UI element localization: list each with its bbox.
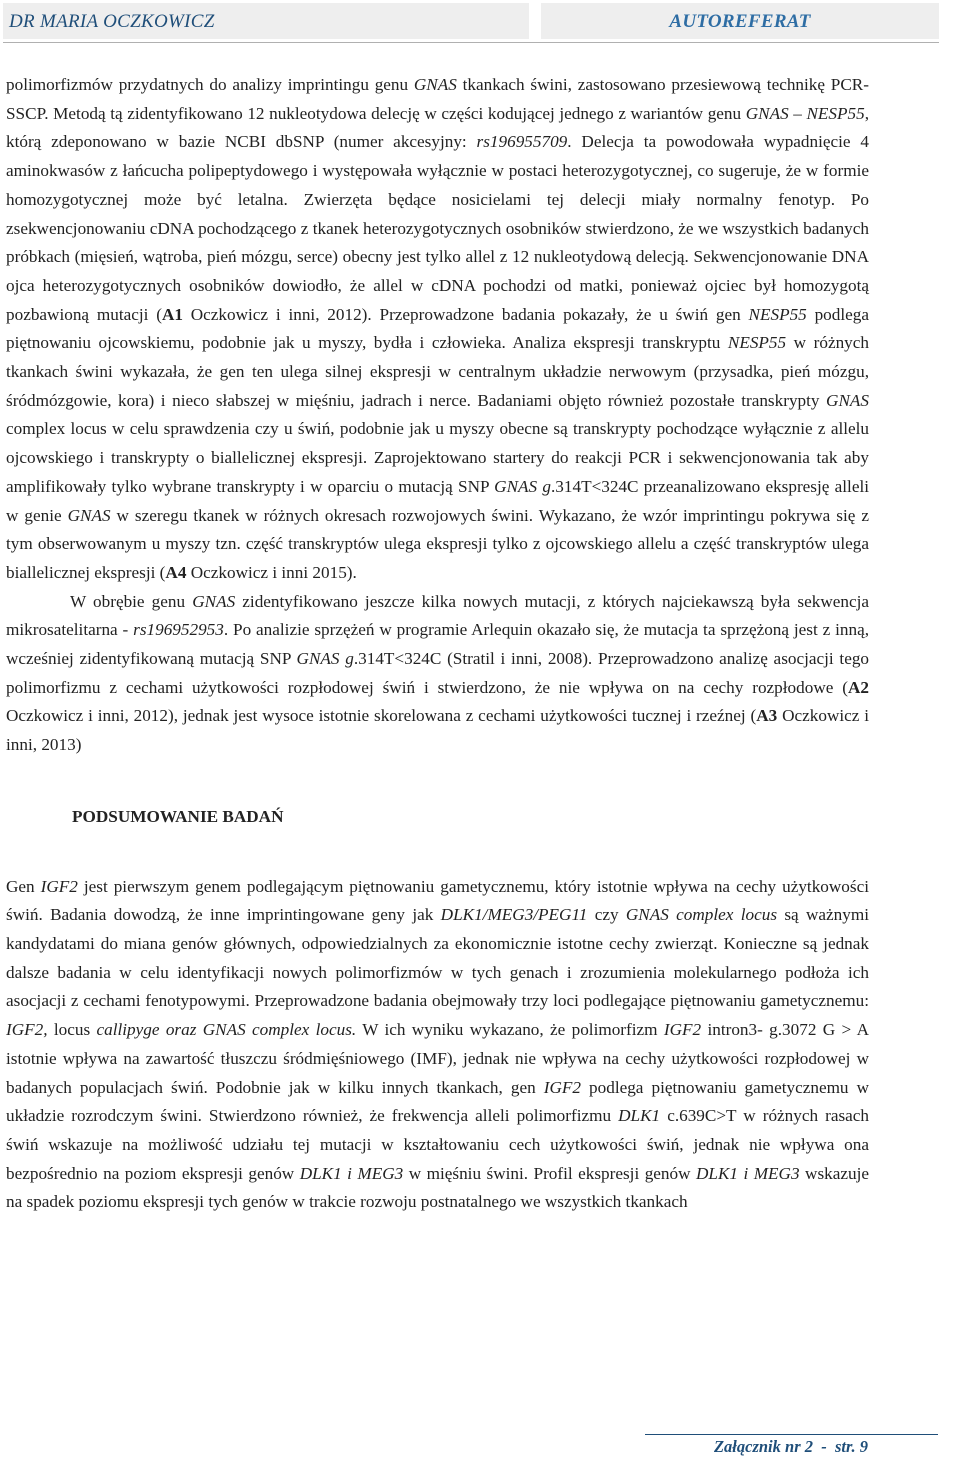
text-run: GNAS g [296,649,354,669]
text-run: zidentyfikowano jeszcze kilka nowych mutacji, z których najciekawszą była sekwencja mikrosatelitarna - [6,591,870,640]
text-run: GNAS complex locus [625,905,778,925]
text-run: GNAS – NESP55 [745,103,865,123]
text-run: complex locus w celu sprawdzenia czy u świń, podobnie jak u myszy obecne są transkrypty pochodzące wyłącznie z allelu ojcowskiego i transkrypty o biallelicznej ekspresji. Zaprojektowano startery do reakcji PCR i sekwencjonowania tak aby amplifikowały tylko wybrane transkrypty i w oparciu o mutacją SNP [6,419,869,496]
text-run: W obrębie genu [70,591,193,611]
text-run: IGF2, [6,1020,48,1040]
text-run: A2 [847,677,869,697]
page-header [0,0,960,44]
text-run: , którą zdeponowano w bazie NCBI dbSNP (numer akcesyjny: [6,103,869,152]
text-run: rs196955709 [476,132,568,152]
text-run: .314T<324C (Stratil i inni, 2008). Przeprowadzono analizę asocjacji tego polimorfizmu z cechami użytkowości rozpłodowej świń i stwierdzono, że nie wpływa on na cechy rozpłodowe ( [6,649,870,697]
text-run: W ich wyniku wykazano, że polimorfizm [356,1020,664,1040]
text-run: polimorfizmów przydatnych do analizy imprintingu genu [6,75,414,94]
body-paragraph [6,588,869,760]
text-run: podlega piętnowaniu ojcowskiemu, podobnie jak u myszy, bydła i człowieka. Analiza ekspresji transkryptu [6,304,869,353]
text-run: podlega piętnowaniu gametycznemu w układzie rozrodczym świni. Stwierdzono również, że frekwencja alleli polimorfizmu [6,1077,869,1126]
text-run: DLK1 i MEG3 [299,1163,404,1183]
text-run: IGF2 [40,876,78,896]
section-heading: PODSUMOWANIE BADAŃ [72,806,284,826]
body-paragraph [6,71,869,588]
text-run: IGF2 [543,1077,581,1097]
text-run: tkankach świni, zastosowano przesiewową technikę PCR-SSCP. Metodą tą zidentyfikowano 12 nukleotydowa delecję w części kodującej jednego z wariantów genu [6,75,869,123]
header-divider [3,42,939,43]
text-run: .314T<324C przeanalizowano ekspresję alleli w genie [6,476,870,525]
text-run: NESP55 [748,304,807,324]
text-run: Oczkowicz i inni, 2012). Przeprowadzone badania pokazały, że u świń gen [182,304,749,324]
text-run: c.639C>T w różnych rasach świń wskazuje na możliwość udziału tej mutacji w kształtowaniu cech użytkowości świń, jednak nie wpływa ona bezpośrednio na poziom ekspresji genów [6,1106,869,1183]
text-run: Oczkowicz i inni 2015). [186,562,357,582]
footer-divider [645,1434,938,1435]
text-run: A1 [161,304,183,324]
text-run: . Delecja ta powodowała wypadnięcie 4 aminokwasów z łańcucha polipeptydowego i występowała wyłącznie w postaci heterozygotycznej, co sugeruje, że w formie homozygotycznej może być letalna. Zwierzęta będące nosicielami tej delecji miały normalny fenotyp. Po zsekwencjonowaniu cDNA pochodzącego z tkanek heterozygotycznych osobników stwierdzono, że we wszystkich badanych próbkach (mięsień, wątroba, pień mózgu, serce) obecny jest tylko allel z 12 nukleotydową delecją. Sekwencjonowanie DNA ojca heterozygotycznych osobników dowiodło, że allel w cDNA pochodzi od matki, ponieważ ojciec był homozygotą pozbawioną mutacji ( [6,132,869,324]
summary-paragraph [6,873,869,1217]
text-run: GNAS [826,390,869,410]
text-run: DLK1 [618,1106,661,1126]
text-run: A3 [756,706,778,726]
text-run: Gen [6,876,41,896]
text-run: A4 [165,562,187,582]
text-run: GNAS [67,505,111,525]
text-run: wskazuje na spadek poziomu ekspresji tych genów w trakcie rozwoju postnatalnego we wszystkich tkankach [6,1163,869,1212]
page-body [6,71,869,1217]
text-run: NESP55 [727,333,787,353]
text-run: rs196952953 [133,620,224,640]
text-run: w mięśniu świni. Profil ekspresji genów [403,1163,696,1183]
page-footer: Załącznik nr 2 - str. 9 [713,1437,868,1456]
author-name: DR MARIA OCZKOWICZ [3,3,529,39]
text-run: Oczkowicz i inni, 2012), jednak jest wysoce istotnie skorelowana z cechami użytkowości tucznej i rzeźnej ( [6,706,757,726]
text-run: . Po analizie sprzężeń w programie Arlequin okazało się, że mutacja ta sprzężoną jest z inną, wcześniej zidentyfikowaną mutacją SNP [6,620,870,669]
text-run: locus [47,1020,97,1040]
text-run: są ważnymi kandydatami do miana genów głównych, odpowiedzialnych za ekonomicznie istotne cechy zwierząt. Konieczne są jednak dalsze badania w celu identyfikacji nowych polimorfizmów w tych genach i zrozumienia molekularnego podłoża ich asocjacji z cechami fenotypowymi. Przeprowadzone badania obejmowały trzy loci podlegające piętnowaniu gametycznemu: [6,905,870,1011]
text-run: Oczkowicz i inni, 2013) [6,706,869,755]
text-run: GNAS [413,75,457,94]
text-run: DLK1/MEG3/PEG11 [440,905,588,925]
text-run: intron3- g.3072 G > A istotnie wpływa na zawartość tłuszczu śródmięśniowego (IMF), jednak nie wpływa na cechy użytkowości rozpłodowej w badanych populacjach świń. Podobnie jak w kilku innych tkankach, gen [6,1020,869,1097]
text-run: GNAS g [494,476,551,496]
document-type: AUTOREFERAT [541,3,939,39]
text-run: GNAS [192,591,236,611]
text-run: jest pierwszym genem podlegającym piętnowaniu gametycznemu, który istotnie wpływa na cechy użytkowości świń. Badania dowodzą, że inne imprintingowane geny jak [6,876,869,925]
text-run: czy [587,905,626,925]
text-run: w szeregu tkanek w różnych okresach rozwojowych świni. Wykazano, że wzór imprintingu pokrywa się z tym obserwowanym u myszy tzn. część transkryptów ulega ekspresji tylko z ojcowskiego allelu a część transkryptów ulega biallelicznej ekspresji ( [6,505,869,582]
text-run: callipyge oraz GNAS complex locus. [96,1020,357,1040]
text-run: IGF2 [663,1020,702,1040]
text-run: DLK1 i MEG3 [696,1163,800,1183]
text-run: w różnych tkankach świni wykazała, że gen ten ulega silnej ekspresji w centralnym układzie nerwowym (przysadka, pień mózgu, śródmózgowie, kora) i nieco słabszej w mięśniu, jadrach i nerce. Badaniami objęto również pozostałe transkrypty [6,333,869,410]
